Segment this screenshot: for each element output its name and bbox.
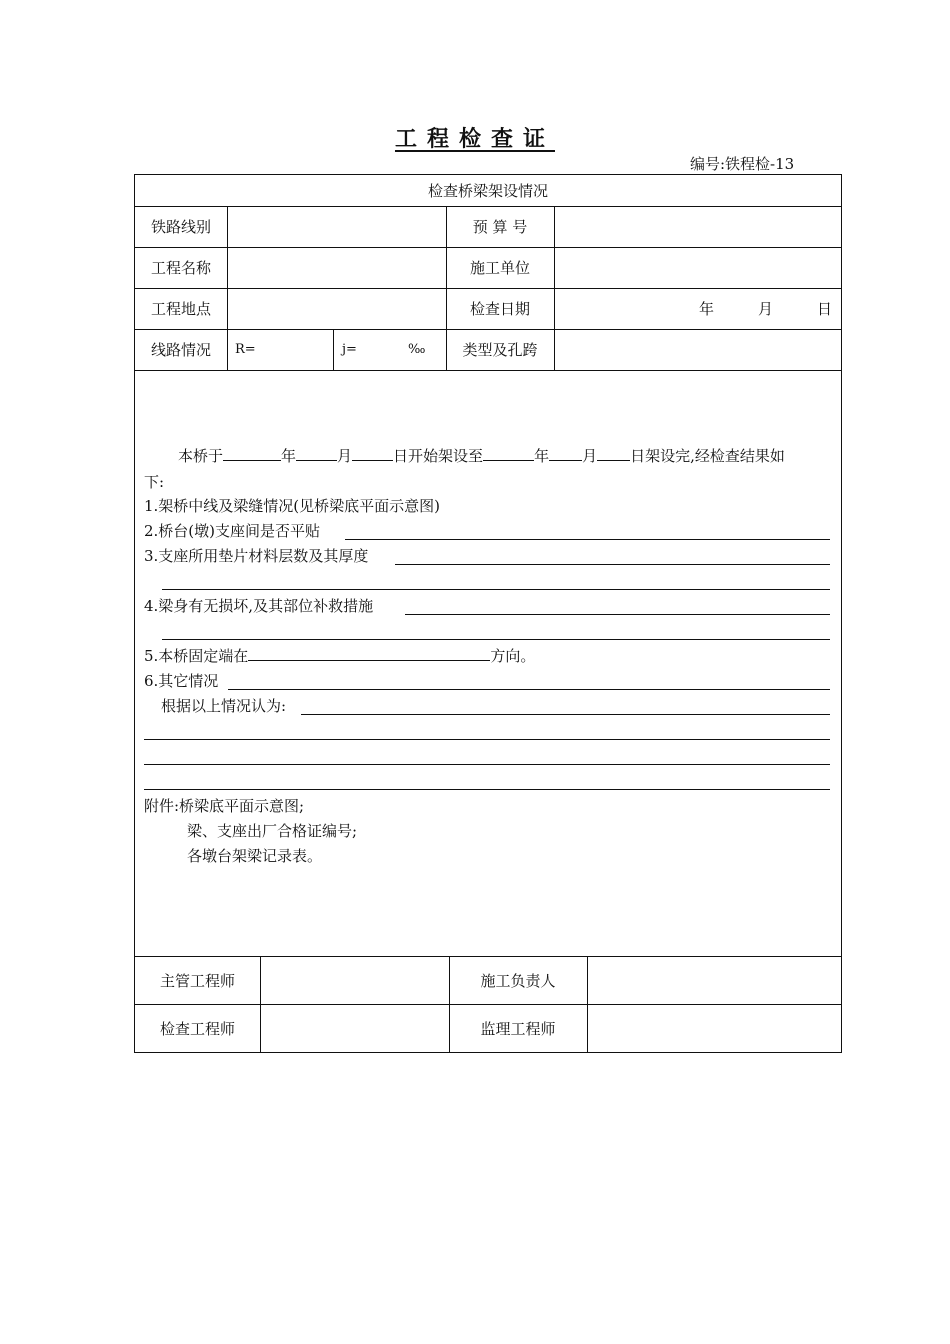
- line-condition-label: 线路情况: [150, 341, 211, 359]
- document-code: 编号:铁程检-13: [690, 155, 795, 173]
- contractor-field[interactable]: [554, 247, 841, 288]
- page-title: 工程检查证: [394, 126, 555, 152]
- item-3-answer-line[interactable]: [395, 564, 830, 565]
- project-location-field[interactable]: [227, 288, 446, 329]
- end-day-blank[interactable]: [597, 446, 630, 461]
- end-month-blank[interactable]: [549, 446, 582, 461]
- chief-engineer-label: 主管工程师: [159, 971, 235, 990]
- railway-line-field[interactable]: [227, 206, 446, 247]
- item-2: 2.桥台(墩)支座间是否平贴: [144, 522, 321, 540]
- item-4-answer-line-2[interactable]: [162, 639, 830, 640]
- start-year-blank[interactable]: [223, 446, 281, 461]
- chief-engineer-signature[interactable]: [260, 956, 449, 1004]
- construction-lead-label: 施工负责人: [480, 971, 556, 990]
- project-location-label: 工程地点: [150, 300, 211, 318]
- inspection-form: [134, 174, 842, 1053]
- type-span-field[interactable]: [554, 329, 841, 370]
- date-month: 月: [758, 300, 774, 318]
- inspection-engineer-label: 检查工程师: [159, 1019, 235, 1038]
- supervision-engineer-label: 监理工程师: [480, 1019, 556, 1038]
- attachments-label: 附件:桥梁底平面示意图;: [144, 797, 305, 815]
- permille-unit: ‰: [408, 342, 426, 357]
- item-2-answer-line[interactable]: [345, 539, 830, 540]
- start-day-blank[interactable]: [352, 446, 393, 461]
- conclusion-line-1[interactable]: [301, 714, 830, 715]
- inspection-engineer-signature[interactable]: [260, 1004, 449, 1052]
- intro-line-2: 下:: [144, 473, 165, 491]
- construction-lead-signature[interactable]: [587, 956, 841, 1004]
- gradient-field[interactable]: [333, 329, 446, 370]
- fixed-end-blank[interactable]: [248, 646, 490, 661]
- inspection-date-label: 检查日期: [469, 300, 530, 318]
- end-year-blank[interactable]: [483, 446, 534, 461]
- item-6-answer-line[interactable]: [228, 689, 830, 690]
- radius-field[interactable]: R=: [235, 342, 256, 357]
- section-title: 检查桥梁架设情况: [427, 182, 548, 200]
- budget-no-field[interactable]: [554, 206, 841, 247]
- item-3-answer-line-2[interactable]: [162, 589, 830, 590]
- inspection-date-field[interactable]: [554, 288, 841, 329]
- supervision-engineer-signature[interactable]: [587, 1004, 841, 1052]
- project-name-field[interactable]: [227, 247, 446, 288]
- budget-no-label: 预 算 号: [472, 218, 528, 236]
- item-3: 3.支座所用垫片材料层数及其厚度: [144, 547, 369, 565]
- date-year: 年: [699, 300, 715, 318]
- item-1: 1.架桥中线及梁缝情况(见桥梁底平面示意图): [144, 497, 441, 515]
- start-month-blank[interactable]: [296, 446, 337, 461]
- type-span-label: 类型及孔跨: [462, 341, 538, 359]
- conclusion-line-3[interactable]: [144, 764, 830, 765]
- item-5: 5.本桥固定端在 方向。: [144, 647, 536, 665]
- attachment-2: 梁、支座出厂合格证编号;: [187, 822, 358, 840]
- item-4-answer-line[interactable]: [405, 614, 830, 615]
- contractor-label: 施工单位: [469, 259, 530, 277]
- item-4: 4.梁身有无损坏,及其部位补救措施: [144, 597, 374, 615]
- conclusion-line-2[interactable]: [144, 739, 830, 740]
- conclusion-label: 根据以上情况认为:: [161, 697, 287, 715]
- item-6: 6.其它情况: [144, 672, 219, 690]
- conclusion-line-4[interactable]: [144, 789, 830, 790]
- gradient-label: j=: [342, 342, 357, 357]
- project-name-label: 工程名称: [150, 259, 211, 277]
- date-day: 日: [817, 300, 833, 318]
- railway-line-label: 铁路线别: [150, 218, 211, 236]
- intro-line: 本桥于 年 月 日开始架设至 年 月 日架设完,经检查结果如: [178, 447, 785, 465]
- attachment-3: 各墩台架梁记录表。: [187, 847, 323, 865]
